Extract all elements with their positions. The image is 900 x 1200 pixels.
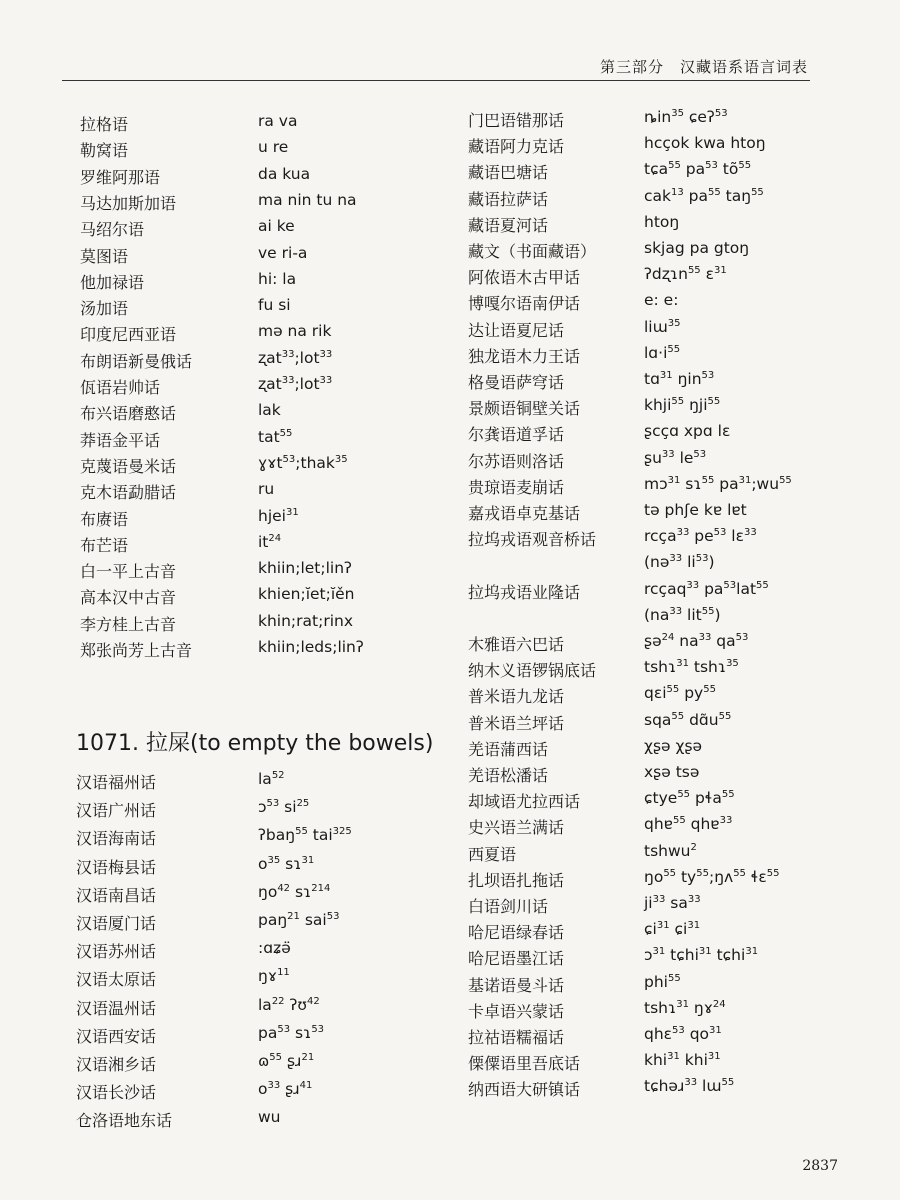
language-name: 汤加语	[80, 299, 129, 319]
language-name: 纳木义语锣锅底话	[468, 661, 597, 681]
language-name: 汉语厦门话	[76, 914, 157, 933]
word-form: rcçaq$^{33}$ $pa^{53}lat^{55}$	[644, 579, 769, 598]
word-form: ai ke	[258, 217, 295, 236]
word-form: liɯ$^{35}$	[644, 317, 681, 336]
word-form: mə na rik	[258, 322, 332, 341]
header-rule	[62, 80, 810, 81]
word-form: ʔbaŋ$^{55}$ tai$^{325}$	[258, 826, 352, 845]
word-form: qhɐ$^{55}$ qhɐ$^{33}$	[644, 815, 733, 834]
language-name: 罗维阿那语	[80, 167, 161, 187]
word-form: $lɑ\cdot i^{55}$	[644, 343, 681, 362]
word-form: hjei$^{31}$	[258, 506, 299, 525]
word-form: ɣɤt$^{53}$;thak$^{35}$	[258, 453, 348, 472]
language-name: 独龙语木力王话	[468, 346, 581, 366]
word-form: ʂu$^{33}$ $le^{53}$	[644, 448, 707, 467]
language-name: 拉格语	[80, 115, 129, 134]
word-form-alternate: (nə$^{33}$ $li^{53}$)	[644, 553, 715, 572]
language-name: 克木语勐腊话	[80, 483, 177, 503]
language-name: 拉坞戎语业隆话	[468, 582, 581, 602]
language-name: 羌语松潘话	[468, 766, 549, 785]
language-name: 藏语巴塘话	[468, 163, 549, 183]
language-name: 佤语岩帅话	[80, 378, 161, 397]
word-form: hcçok kwa htoŋ	[644, 134, 766, 153]
language-name: 布芒语	[80, 535, 129, 555]
word-form: $it^{24}$	[258, 532, 282, 551]
language-name: 藏语夏河话	[468, 215, 549, 235]
word-form: phi$^{55}$	[644, 972, 681, 991]
word-form: $pa^{53}$ sɿ$^{53}$	[258, 1023, 325, 1042]
language-name: 印度尼西亚语	[80, 325, 177, 345]
language-name: 普米语九龙话	[468, 687, 565, 707]
language-name: 傈僳语里吾底话	[468, 1054, 581, 1074]
word-form: cak$^{13}$ $pa^{55}$ taŋ$^{55}$	[644, 186, 764, 205]
language-name: 高本汉中古音	[80, 588, 177, 608]
word-form: ɕtye$^{55}$ pɬa$^{55}$	[644, 789, 735, 808]
language-name: 莽语金平话	[80, 430, 161, 450]
word-form: $o^{35}$ sɿ$^{31}$	[258, 854, 315, 873]
word-form: qɛi$^{55}$ $py^{55}$	[644, 684, 716, 703]
word-form-alternate: ($na^{33}$ lit$^{55}$)	[644, 605, 721, 624]
language-name: 尔龚语道孚话	[468, 425, 565, 445]
word-form: paŋ$^{21}$ sai$^{53}$	[258, 911, 340, 929]
language-name: 汉语太原话	[76, 970, 157, 990]
language-name: 基诺语曼斗话	[468, 975, 565, 995]
language-name: 克蔑语曼米话	[80, 456, 177, 476]
word-form: da kua	[258, 164, 311, 183]
word-form: khin;rat;rinx	[258, 611, 353, 630]
word-form: ve ri-a	[258, 243, 308, 262]
word-form: wu	[258, 1108, 281, 1127]
word-form: tshwu$^2$	[644, 841, 697, 860]
language-name: 李方桂上古音	[80, 614, 177, 634]
entry-number: 1071.	[76, 731, 139, 756]
word-form: ʐat$^{33}$;lot$^{33}$	[258, 375, 333, 393]
language-name: 藏语拉萨话	[468, 189, 549, 209]
word-form: $la^{22}$ ʔʊ$^{42}$	[258, 995, 320, 1014]
running-header: 第三部分 汉藏语系语言词表	[599, 58, 808, 76]
word-form: $o^{33}$ ʂɹ$^{41}$	[258, 1080, 313, 1099]
language-name: 尔苏语则洛话	[468, 451, 565, 471]
word-form: ɔ$^{53}$ $si^{25}$	[258, 798, 310, 817]
language-name: 汉语梅县话	[76, 857, 157, 877]
entry-headword: 拉屎	[145, 731, 190, 756]
word-form: khiin;leds;linʔ	[258, 638, 364, 656]
language-name: 汉语西安话	[76, 1026, 157, 1046]
word-form: qhɛ$^{53}$ $qo^{31}$	[644, 1025, 722, 1043]
language-name: 嘉戎语卓克基话	[468, 504, 581, 523]
entry-heading	[76, 726, 433, 757]
word-form: e: e:	[644, 291, 679, 310]
word-form: tshɿ$^{31}$ tshɿ$^{35}$	[644, 658, 739, 677]
word-form: ʐat$^{33}$;lot$^{33}$	[258, 348, 333, 367]
word-form: mɔ$^{31}$ sɿ$^{55}$ $pa^{31};wu^{55}$	[644, 474, 792, 493]
word-form: skjag pa gtoŋ	[644, 239, 750, 257]
word-form: ra va	[258, 112, 298, 130]
language-name: 布兴语磨憨话	[80, 404, 177, 424]
language-name: 仓洛语地东话	[76, 1111, 173, 1131]
word-form: $ŋo^{42}$ sɿ$^{214}$	[258, 882, 331, 901]
language-name: 他加禄语	[80, 272, 145, 292]
language-name: 普米语兰坪话	[468, 713, 565, 733]
word-form: xʂə tsə	[644, 763, 700, 781]
word-form: tshɿ$^{31}$ ŋɤ$^{24}$	[644, 998, 726, 1017]
word-form: tat$^{55}$	[258, 427, 293, 446]
word-form: tɑ$^{31}$ ŋin$^{53}$	[644, 370, 715, 388]
word-form: rcça$^{33}$ $pe^{53}$ lɛ$^{33}$	[644, 527, 757, 546]
word-form: sqa$^{55}$ $dɑ̃u^{55}$	[644, 710, 732, 729]
language-name: 汉语福州话	[76, 773, 157, 792]
language-name: 藏文（书面藏语）	[468, 242, 597, 261]
language-name: 扎坝语扎拖话	[468, 870, 565, 890]
language-name: 汉语海南话	[76, 829, 157, 849]
language-name: 布赓语	[80, 509, 129, 529]
language-name: 史兴语兰满话	[468, 818, 565, 838]
word-form: ma nin tu na	[258, 190, 357, 209]
word-form: $la^{52}$	[258, 770, 285, 788]
word-form: ɔ$^{31}$ tɕhi$^{31}$ tɕhi$^{31}$	[644, 946, 759, 965]
language-name: 纳西语大研镇话	[468, 1080, 581, 1100]
language-name: 博嘎尔语南伊话	[468, 294, 581, 314]
word-form: :ɑʑǝ̈	[258, 939, 291, 958]
language-name: 拉坞戎语观音桥话	[468, 530, 597, 550]
language-name: 汉语湘乡话	[76, 1055, 157, 1074]
word-form: tɕa$^{55}$ $pa^{53}$ $tõ^{55}$	[644, 160, 752, 179]
language-name: 白语剑川话	[468, 897, 549, 916]
language-name: 羌语蒲西话	[468, 739, 549, 759]
word-form: tɕhəɹ$^{33}$ lɯ$^{55}$	[644, 1077, 735, 1096]
word-form: khiin;let;linʔ	[258, 559, 352, 578]
word-form: ŋɤ$^{11}$	[258, 967, 290, 986]
language-name: 白一平上古音	[80, 562, 177, 582]
word-form: u re	[258, 138, 289, 157]
word-form: ȵin$^{35}$ ɕeʔ$^{53}$	[644, 108, 728, 126]
language-name: 汉语南昌话	[76, 885, 157, 905]
word-form: khi$^{31}$ khi$^{31}$	[644, 1051, 721, 1070]
language-name: 郑张尚芳上古音	[80, 641, 193, 660]
language-name: 门巴语错那话	[468, 111, 565, 130]
language-name: 藏语阿力克话	[468, 137, 565, 157]
language-name: 汉语长沙话	[76, 1083, 157, 1103]
word-form: ɷ$^{55}$ ʂɹ$^{21}$	[258, 1052, 315, 1070]
word-form: ʔdʐɿn$^{55}$ ɛ$^{31}$	[644, 265, 727, 284]
language-name: 却域语尤拉西话	[468, 792, 581, 812]
language-name: 汉语苏州话	[76, 942, 157, 962]
language-name: 布朗语新曼俄话	[80, 351, 193, 371]
word-form: $ji^{33}$ $sa^{33}$	[644, 894, 701, 912]
language-name: 哈尼语墨江话	[468, 949, 565, 969]
page-number: 2837	[802, 1158, 838, 1174]
language-name: 景颇语铜壁关话	[468, 399, 581, 419]
word-form: χʂə χʂə	[644, 736, 703, 755]
language-name: 达让语夏尼话	[468, 320, 565, 340]
language-name: 阿侬语木古甲话	[468, 268, 581, 288]
language-name: 贵琼语麦崩话	[468, 477, 565, 497]
word-form: khji$^{55}$ ŋji$^{55}$	[644, 396, 721, 415]
word-form: ʂcçɑ xpɑ lɛ	[644, 422, 731, 441]
word-form: lak	[258, 401, 281, 420]
language-name: 马绍尔语	[80, 220, 145, 240]
language-name: 哈尼语绿春话	[468, 923, 565, 943]
word-form: ʂə$^{24}$ $na^{33}$ $qa^{53}$	[644, 632, 749, 650]
language-name: 格曼语萨穹话	[468, 373, 565, 392]
language-name: 莫图语	[80, 246, 129, 266]
word-form: khien;ĭet;ĭěn	[258, 585, 355, 604]
word-form: htoŋ	[644, 212, 680, 231]
language-name: 汉语温州话	[76, 998, 157, 1018]
language-name: 马达加斯加语	[80, 193, 177, 213]
word-form: ru	[258, 480, 275, 499]
word-form: ɕi$^{31}$ ɕi$^{31}$	[644, 920, 701, 939]
entry-gloss: (to empty the bowels)	[190, 731, 434, 756]
word-form: tə phʃe kɐ lɐt	[644, 501, 747, 519]
word-form: fu si	[258, 296, 291, 315]
language-name: 西夏语	[468, 844, 517, 864]
word-form: hi: la	[258, 269, 297, 288]
language-name: 汉语广州话	[76, 801, 157, 821]
language-name: 木雅语六巴话	[468, 635, 565, 654]
language-name: 卡卓语兴蒙话	[468, 1001, 565, 1021]
language-name: 勒窝语	[80, 141, 129, 161]
word-form: $ŋo^{55}$ $ty^{55};ŋʌ^{55}$ ɬɛ$^{55}$	[644, 867, 780, 886]
language-name: 拉祜语糯福话	[468, 1028, 565, 1047]
